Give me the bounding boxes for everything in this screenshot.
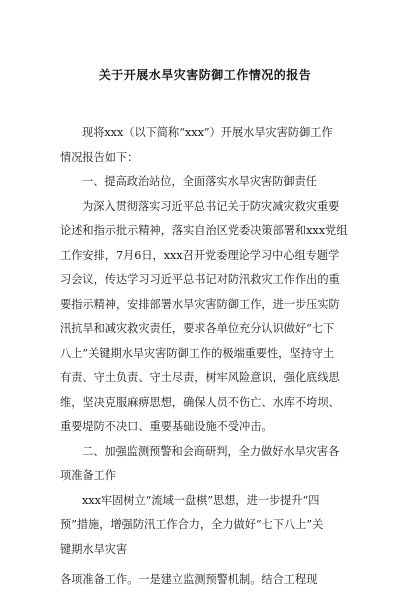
body-text-line: 现将xxx（以下简称“xxx”）开展水旱灾害防御工作 <box>82 126 333 139</box>
body-text-line: 一、提高政治站位，全面落实水旱灾害防御责任 <box>82 175 317 188</box>
body-text-line: 预”措施，增强防汛工作合力，全力做好“七下八上”关 <box>60 518 324 531</box>
body-text-line: 汛抗旱和减灾救灾责任，要求各单位充分认识做好“七下 <box>60 322 335 335</box>
body-text-line: xxx牢固树立“流域一盘棋”思想，进一步提升“四 <box>82 493 320 507</box>
body-text-line: 八上”关键期水旱灾害防御工作的极端重要性，坚持守土 <box>60 346 335 360</box>
body-text-line: 要指示精神，安排部署水旱灾害防御工作，进一步压实防 <box>60 297 340 311</box>
body-text-line: 各项准备工作。一是建立监测预警机制。结合工程现 <box>60 573 318 586</box>
body-text-line: 论述和指示批示精神，落实自治区党委决策部署和xxx党组 <box>60 224 348 237</box>
body-text-line: 为深入贯彻落实习近平总书记关于防灾减灾救灾重要 <box>82 199 340 213</box>
body-text-line: 二、加强监测预警和会商研判，全力做好水旱灾害各 <box>82 444 340 458</box>
body-text-line: 重要堤防不决口、重要基础设施不受冲击。 <box>60 420 273 433</box>
body-text-line: 工作安排，7月6日，xxx召开党委理论学习中心组专题学 <box>60 248 340 262</box>
document-title: 关于开展水旱灾害防御工作情况的报告 <box>98 68 312 82</box>
document-body <box>60 121 360 593</box>
body-text-line: 习会议，传达学习习近平总书记对防汛救灾工作作出的重 <box>60 273 340 286</box>
body-text-line: 有责、守土负责、守土尽责，树牢风险意识，强化底线思 <box>60 371 340 384</box>
body-text-line: 维，坚决克服麻痹思想，确保人员不伤亡、水库不垮坝、 <box>60 395 340 409</box>
body-text-line: 情况报告如下： <box>60 150 139 164</box>
body-text-line: 项准备工作 <box>60 469 116 482</box>
body-text-line: 键期水旱灾害 <box>60 542 128 556</box>
